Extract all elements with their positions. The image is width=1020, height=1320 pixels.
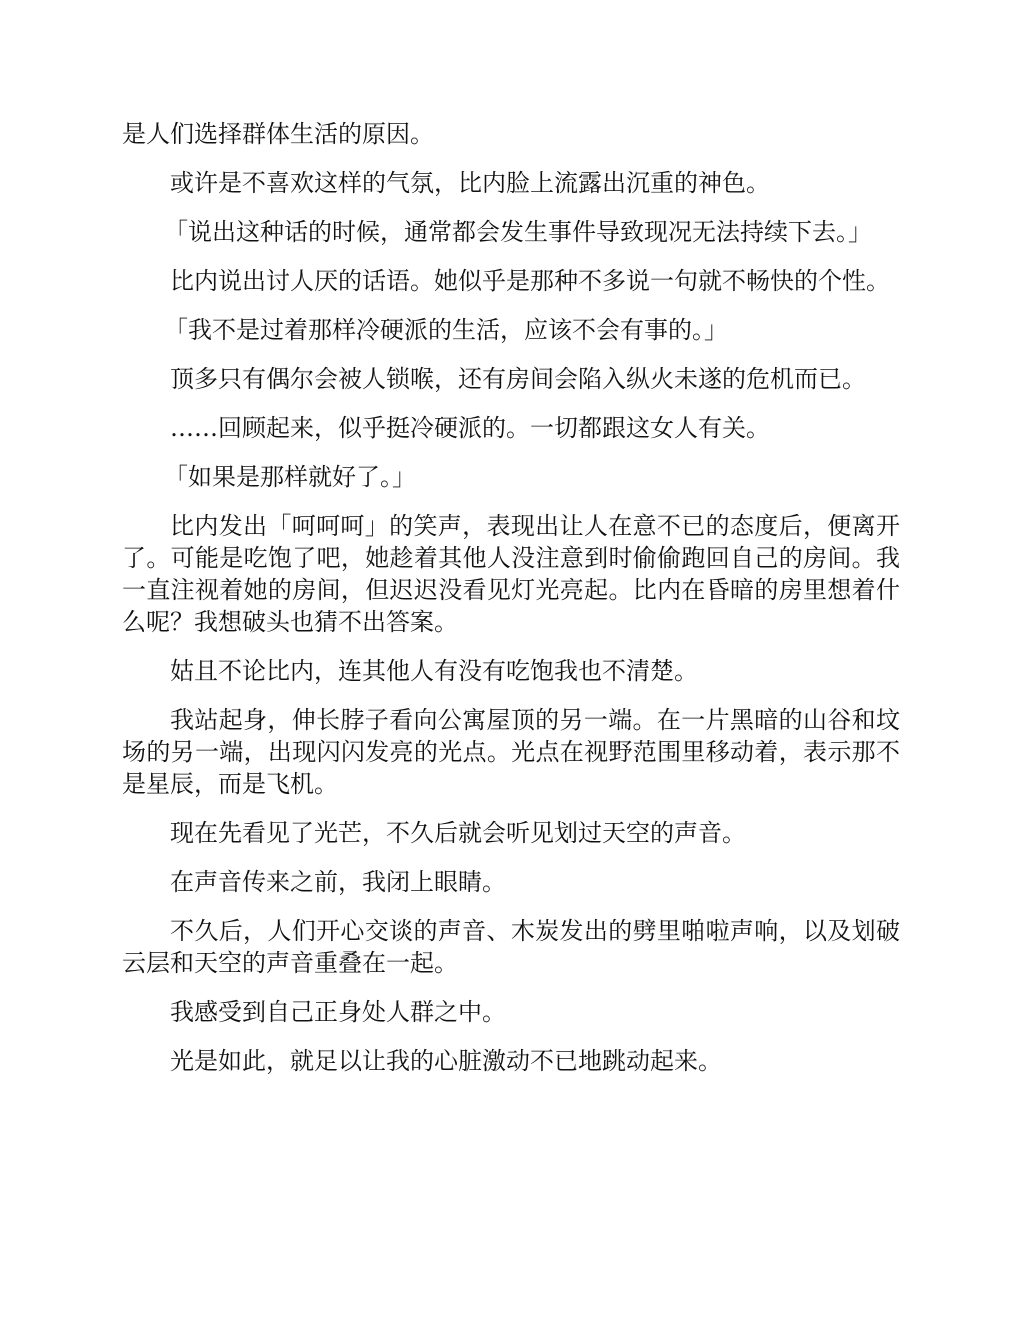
paragraph: 我站起身，伸长脖子看向公寓屋顶的另一端。在一片黑暗的山谷和坟场的另一端，出现闪闪发亮的光点。光点在视野范围里移动着，表示那不是星辰，而是飞机。 <box>122 706 900 798</box>
paragraph: 我感受到自己正身处人群之中。 <box>170 998 506 1026</box>
paragraph: 姑且不论比内，连其他人有没有吃饱我也不清楚。 <box>170 657 698 685</box>
paragraph: 在声音传来之前，我闭上眼睛。 <box>170 868 506 896</box>
paragraph: 现在先看见了光芒，不久后就会听见划过天空的声音。 <box>170 819 746 847</box>
dialogue-paragraph: 「如果是那样就好了。」 <box>164 463 416 491</box>
paragraph: 比内发出「呵呵呵」的笑声，表现出让人在意不已的态度后，便离开了。可能是吃饱了吧，她趁着其他人没注意到时偷偷跑回自己的房间。我一直注视着她的房间，但迟迟没看见灯光亮起。比内在昏暗的房里想着什么呢？我想破头也猜不出答案。 <box>122 512 900 636</box>
paragraph: 不久后，人们开心交谈的声音、木炭发出的劈里啪啦声响，以及划破云层和天空的声音重叠在一起。 <box>122 917 900 977</box>
paragraph: 顶多只有偶尔会被人锁喉，还有房间会陷入纵火未遂的危机而已。 <box>170 365 866 393</box>
paragraph: 光是如此，就足以让我的心脏激动不已地跳动起来。 <box>170 1047 722 1075</box>
paragraph: 是人们选择群体生活的原因。 <box>122 120 434 148</box>
dialogue-paragraph: 「说出这种话的时候，通常都会发生事件导致现况无法持续下去。」 <box>164 218 872 246</box>
dialogue-paragraph: 「我不是过着那样冷硬派的生活，应该不会有事的。」 <box>164 316 728 344</box>
paragraph: 或许是不喜欢这样的气氛，比内脸上流露出沉重的神色。 <box>170 169 770 197</box>
paragraph: 比内说出讨人厌的话语。她似乎是那种不多说一句就不畅快的个性。 <box>170 267 890 295</box>
paragraph: ……回顾起来，似乎挺冷硬派的。一切都跟这女人有关。 <box>170 414 770 442</box>
body-text <box>122 118 900 1094</box>
